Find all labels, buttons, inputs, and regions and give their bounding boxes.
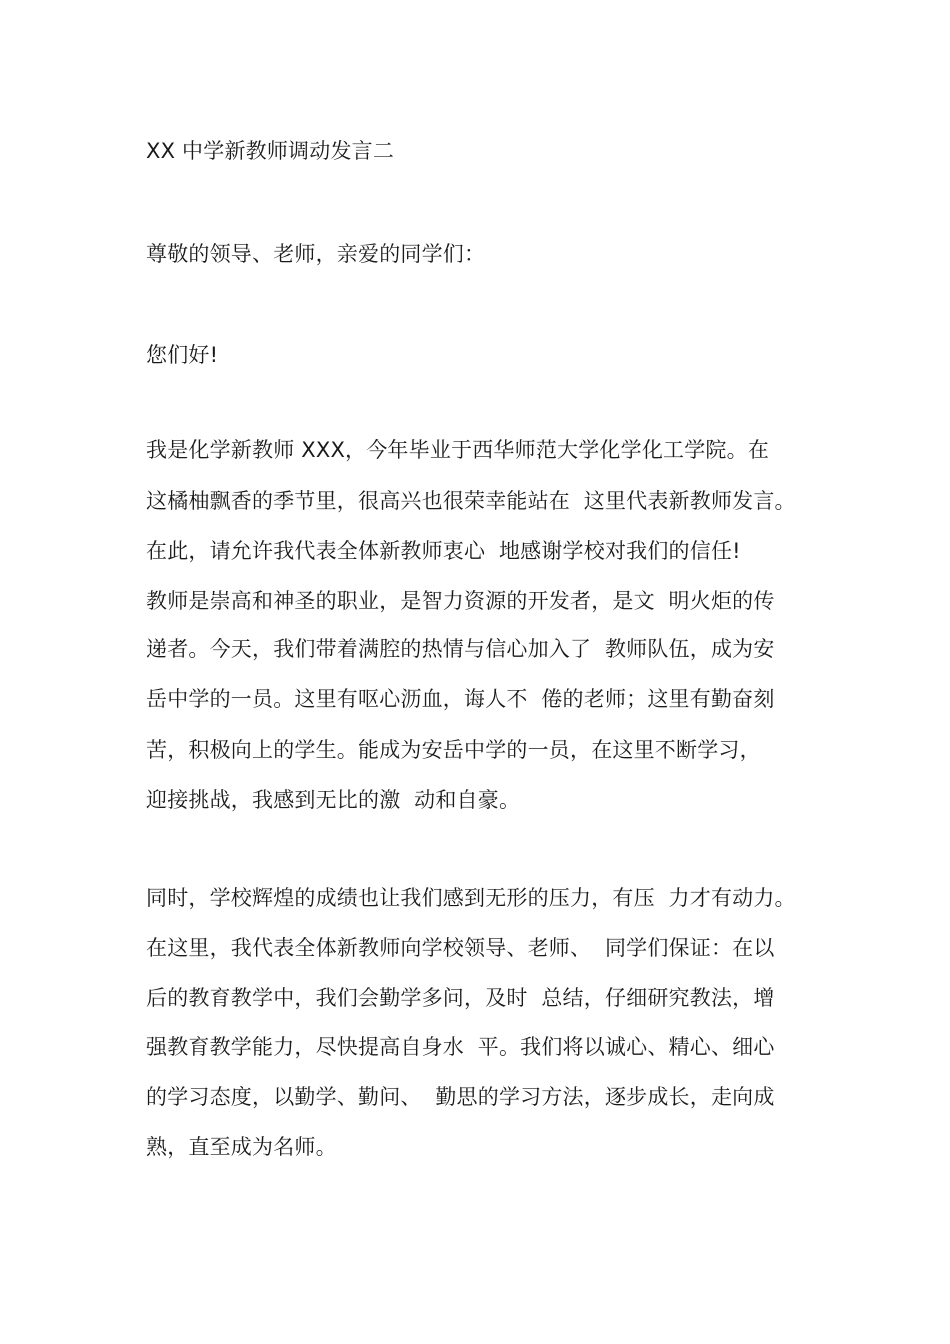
salutation: 尊敬的领导、老师，亲爱的同学们： bbox=[146, 242, 486, 266]
paragraph-line: 教师是崇高和神圣的职业，是智力资源的开发者，是文 明火炬的传 bbox=[146, 589, 775, 613]
greeting: 您们好! bbox=[146, 343, 219, 367]
paragraph-line: 岳中学的一员。这里有呕心沥血，诲人不 倦的老师；这里有勤奋刻 bbox=[146, 687, 775, 711]
paragraph-line: 这橘柚飘香的季节里，很高兴也很荣幸能站在 这里代表新教师发言。 bbox=[146, 489, 796, 513]
paragraph-line: 后的教育教学中，我们会勤学多问，及时 总结，仔细研究教法，增 bbox=[146, 986, 775, 1010]
paragraph-line: 同时，学校辉煌的成绩也让我们感到无形的压力，有压 力才有动力。 bbox=[146, 886, 796, 910]
paragraph-line: 迎接挑战，我感到无比的激 动和自豪。 bbox=[146, 788, 521, 812]
paragraph-line: 在这里，我代表全体新教师向学校领导、老师、 同学们保证：在以 bbox=[146, 936, 775, 960]
paragraph-line: 强教育教学能力，尽快提高自身水 平。我们将以诚心、精心、细心 bbox=[146, 1035, 775, 1059]
paragraph-line: 熟，直至成为名师。 bbox=[146, 1135, 337, 1159]
paragraph-line: 我是化学新教师 XXX，今年毕业于西华师范大学化学化工学院。在 bbox=[146, 438, 770, 462]
paragraph-line: 在此，请允许我代表全体新教师衷心 地感谢学校对我们的信任! bbox=[146, 539, 741, 563]
paragraph-line: 递者。今天，我们带着满腔的热情与信心加入了 教师队伍，成为安 bbox=[146, 637, 775, 661]
paragraph-line: 的学习态度，以勤学、勤问、 勤思的学习方法，逐步成长，走向成 bbox=[146, 1085, 775, 1109]
paragraph-line: 苦，积极向上的学生。能成为安岳中学的一员，在这里不断学习， bbox=[146, 738, 761, 762]
document-title: XX 中学新教师调动发言二 bbox=[146, 139, 395, 163]
